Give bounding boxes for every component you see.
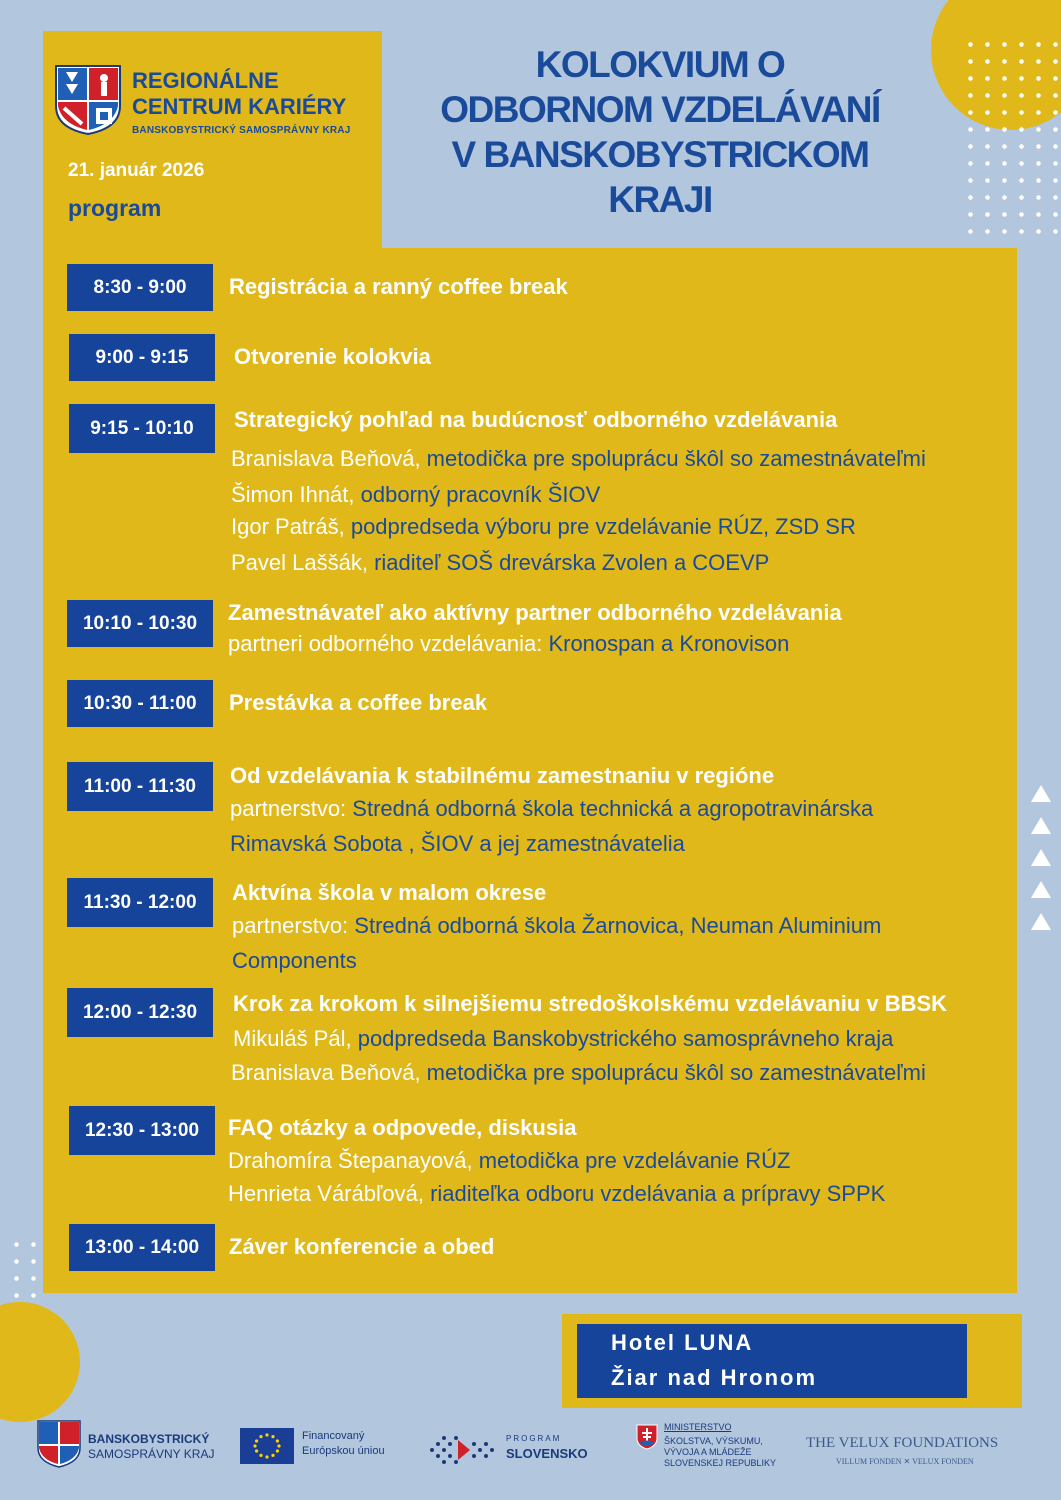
session-title: Zamestnávateľ ako aktívny partner odborného vzdelávania xyxy=(228,600,842,625)
speaker-line xyxy=(231,446,926,472)
speaker-line xyxy=(230,831,685,857)
speaker-line xyxy=(230,796,873,822)
program-label-small: PROGRAM xyxy=(506,1434,562,1443)
org-name-line1: REGIONÁLNE xyxy=(132,68,279,93)
speaker-role: Stredná odborná škola technická a agropotravinárska xyxy=(346,796,874,821)
session-title: Od vzdelávania k stabilnému zamestnaniu v regióne xyxy=(230,763,775,788)
eu-flag-icon xyxy=(240,1428,294,1464)
bbsk-crest-icon xyxy=(37,1420,81,1468)
bbsk-name-line: SAMOSPRÁVNY KRAJ xyxy=(88,1447,215,1461)
speaker-role: podpredseda výboru pre vzdelávanie RÚZ, ZSD SR xyxy=(344,514,856,539)
eu-text-line: Európskou úniou xyxy=(302,1445,385,1457)
speaker-line xyxy=(232,948,357,974)
org-name-line2: CENTRUM KARIÉRY xyxy=(132,94,347,119)
time-slot: 13:00 - 14:00 xyxy=(69,1224,215,1271)
speaker-name: Drahomíra Štepanayová, xyxy=(228,1148,473,1173)
time-slot: 12:00 - 12:30 xyxy=(67,988,213,1037)
org-subtitle: BANSKOBYSTRICKÝ SAMOSPRÁVNY KRAJ xyxy=(132,125,351,136)
page-title xyxy=(400,42,920,222)
ministry-text-line: ŠKOLSTVA, VÝSKUMU, xyxy=(664,1436,763,1446)
speaker-role: metodička pre vzdelávanie RÚZ xyxy=(472,1148,791,1173)
speaker-role: Stredná odborná škola Žarnovica, Neuman Aluminium xyxy=(348,913,882,938)
time-slot: 10:30 - 11:00 xyxy=(67,680,213,727)
session-title: Aktvína škola v malom okrese xyxy=(232,880,547,905)
time-slot: 9:00 - 9:15 xyxy=(69,334,215,381)
speaker-name: Pavel Laššák, xyxy=(231,550,368,575)
speaker-role: Components xyxy=(232,948,357,973)
speaker-line xyxy=(233,1026,893,1052)
session-title: Záver konferencie a obed xyxy=(229,1234,495,1259)
speaker-line xyxy=(228,1181,885,1207)
title-line: V BANSKOBYSTRICKOM xyxy=(451,134,869,175)
program-name: SLOVENSKO xyxy=(506,1446,588,1461)
velux-sub: VILLUM FONDEN ✕ VELUX FONDEN xyxy=(836,1457,974,1466)
decorative-dot-grid xyxy=(8,1236,48,1308)
speaker-role: Kronospan a Kronovison xyxy=(542,631,790,656)
speaker-line xyxy=(231,482,600,508)
venue-city: Žiar nad Hronom xyxy=(611,1365,818,1390)
program-label: program xyxy=(68,195,162,221)
ministry-text-line: VÝVOJA A MLÁDEŽE xyxy=(664,1447,752,1457)
decorative-dot-grid xyxy=(962,36,1061,246)
speaker-name: Šimon Ihnát, xyxy=(231,482,355,507)
ministry-text-line: SLOVENSKEJ REPUBLIKY xyxy=(664,1458,777,1468)
speaker-line xyxy=(228,1148,791,1174)
velux-name: THE VELUX FOUNDATIONS xyxy=(806,1435,999,1451)
decorative-triangles xyxy=(1031,785,1051,930)
time-slot: 10:10 - 10:30 xyxy=(67,600,213,647)
session-title: Prestávka a coffee break xyxy=(229,690,488,715)
time-slot: 12:30 - 13:00 xyxy=(69,1106,215,1155)
speaker-name: Igor Patráš, xyxy=(231,514,345,539)
session-title: Krok za krokom k silnejšiemu stredoškolskému vzdelávaniu v BBSK xyxy=(233,991,948,1016)
speaker-line xyxy=(232,913,881,939)
speaker-name: partnerstvo: xyxy=(230,796,347,821)
ministry-text-line: MINISTERSTVO xyxy=(664,1422,732,1432)
title-line: KOLOKVIUM O xyxy=(535,44,785,85)
speaker-line xyxy=(231,1060,926,1086)
speaker-name: Henrieta Várábľová, xyxy=(228,1181,424,1206)
session-title: Registrácia a ranný coffee break xyxy=(229,274,568,299)
speaker-line xyxy=(231,550,769,576)
decorative-circle xyxy=(0,1302,80,1422)
bbsk-name-line: BANSKOBYSTRICKÝ xyxy=(88,1432,210,1446)
session-title: Strategický pohľad na budúcnosť odborného vzdelávania xyxy=(234,407,838,432)
speaker-name: Mikuláš Pál, xyxy=(233,1026,352,1051)
speaker-role: podpredseda Banskobystrického samosprávneho kraja xyxy=(351,1026,894,1051)
speaker-name: Branislava Beňová, xyxy=(231,446,421,471)
speaker-role: odborný pracovník ŠIOV xyxy=(354,482,601,507)
speaker-role: riaditeľka odboru vzdelávania a prípravy SPPK xyxy=(423,1181,886,1206)
program-slovensko-icon xyxy=(426,1432,498,1468)
speaker-line xyxy=(228,631,789,657)
speaker-line xyxy=(231,514,856,540)
speaker-role: metodička pre spoluprácu škôl so zamestnávateľmi xyxy=(420,1060,926,1085)
time-slot: 11:00 - 11:30 xyxy=(67,762,213,811)
session-title: FAQ otázky a odpovede, diskusia xyxy=(228,1115,577,1140)
time-slot: 8:30 - 9:00 xyxy=(67,264,213,311)
speaker-role: riaditeľ SOŠ drevárska Zvolen a COEVP xyxy=(367,550,770,575)
speaker-name: partnerstvo: xyxy=(232,913,349,938)
eu-text-line: Financovaný xyxy=(302,1430,365,1442)
time-slot: 11:30 - 12:00 xyxy=(67,878,213,927)
venue-name: Hotel LUNA xyxy=(611,1330,754,1355)
speaker-name: Branislava Beňová, xyxy=(231,1060,421,1085)
title-line: ODBORNOM VZDELÁVANÍ xyxy=(440,89,880,130)
coat-of-arms-icon xyxy=(54,64,122,136)
session-title: Otvorenie kolokvia xyxy=(234,344,431,369)
event-date: 21. január 2026 xyxy=(68,160,205,181)
speaker-role: Rimavská Sobota , ŠIOV a jej zamestnávatelia xyxy=(230,831,685,856)
title-line: KRAJI xyxy=(608,179,712,220)
slovak-coat-of-arms-icon xyxy=(636,1424,658,1450)
speaker-role: metodička pre spoluprácu škôl so zamestnávateľmi xyxy=(420,446,926,471)
time-slot: 9:15 - 10:10 xyxy=(69,404,215,453)
speaker-name: partneri odborného vzdelávania: xyxy=(228,631,543,656)
